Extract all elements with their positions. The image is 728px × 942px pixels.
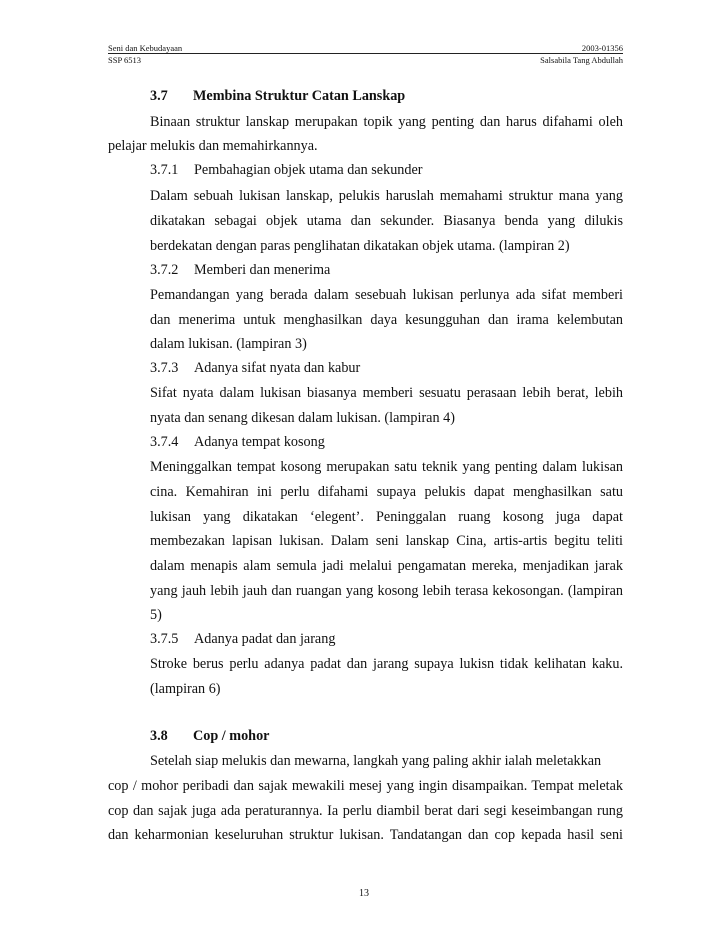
subsection-title: Pembahagian objek utama dan sekunder <box>194 162 423 178</box>
section-heading-3-8 <box>150 727 269 745</box>
paragraph-line: dan keharmonian keseluruhan struktur lukisan. Tandatangan dan cop kepada hasil seni <box>108 827 623 843</box>
paragraph-line: 5) <box>150 607 162 623</box>
subsection-title: Adanya tempat kosong <box>194 434 325 450</box>
paragraph-line: berdekatan dengan paras penglihatan dikatakan objek utama. (lampiran 2) <box>150 238 570 254</box>
subsection-title: Memberi dan menerima <box>194 262 331 278</box>
subsection-number: 3.7.2 <box>150 262 179 278</box>
subsection-number: 3.7.4 <box>150 434 179 450</box>
subsection-title: Adanya sifat nyata dan kabur <box>194 360 361 376</box>
paragraph-line: Setelah siap melukis dan mewarna, langkah yang paling akhir ialah meletakkan <box>150 753 602 769</box>
header-author: Salsabila Tang Abdullah <box>540 55 623 65</box>
paragraph-line: yang jauh lebih jauh dan ruangan yang kosong lebih terasa kekosongan. (lampiran <box>150 583 623 599</box>
paragraph-line: (lampiran 6) <box>150 681 221 697</box>
subsection-number: 3.7.5 <box>150 631 179 647</box>
header-student-id: 2003-01356 <box>581 43 623 53</box>
subsection-heading-3-7-2 <box>150 261 330 279</box>
subsection-heading-3-7-3 <box>150 359 360 377</box>
paragraph-line: dalam menapis alam semula jadi melalui pengamatan mereka, menjadikan jarak <box>150 558 623 574</box>
subsection-title: Adanya padat dan jarang <box>194 631 336 647</box>
subsection-heading-3-7-4 <box>150 433 325 451</box>
paragraph-line: cina. Kemahiran ini perlu difahami supaya pelukis dapat menghasilkan satu <box>150 484 623 500</box>
paragraph-line: lukisan yang dikatakan ‘elegent’. Peninggalan ruang kosong juga dapat <box>150 509 623 525</box>
paragraph-line: pelajar melukis dan memahirkannya. <box>108 138 318 154</box>
section-number: 3.7 <box>150 88 168 104</box>
paragraph-line: membezakan lapisan lukisan. Dalam seni lanskap Cina, artis-artis begitu teliti <box>150 533 623 549</box>
paragraph-line: nyata dan senang dikesan dalam lukisan. (lampiran 4) <box>150 410 455 426</box>
section-number: 3.8 <box>150 728 168 744</box>
header-divider <box>108 53 623 54</box>
header-course-code: SSP 6513 <box>108 55 141 65</box>
header-course-name: Seni dan Kebudayaan <box>108 43 183 53</box>
running-header-bottom <box>108 55 623 66</box>
section-title: Membina Struktur Catan Lanskap <box>193 88 406 104</box>
paragraph-line: dan menerima untuk menghasilkan daya kesungguhan dan irama kelembutan <box>150 312 623 328</box>
subsection-number: 3.7.3 <box>150 360 179 376</box>
page-number: 13 <box>359 888 369 899</box>
paragraph-line: Stroke berus perlu adanya padat dan jarang supaya lukisn tidak kelihatan kaku. <box>150 656 623 672</box>
subsection-heading-3-7-1 <box>150 161 423 179</box>
paragraph-line: Pemandangan yang berada dalam sesebuah lukisan perlunya ada sifat memberi <box>150 287 623 303</box>
subsection-heading-3-7-5 <box>150 630 335 648</box>
paragraph-line: Binaan struktur lanskap merupakan topik yang penting dan harus difahami oleh <box>150 114 623 130</box>
paragraph-line: Sifat nyata dalam lukisan biasanya memberi sesuatu perasaan lebih berat, lebih <box>150 385 623 401</box>
paragraph-line: Meninggalkan tempat kosong merupakan satu teknik yang penting dalam lukisan <box>150 459 623 475</box>
section-title: Cop / mohor <box>193 728 270 744</box>
subsection-number: 3.7.1 <box>150 162 179 178</box>
paragraph-line: dalam lukisan. (lampiran 3) <box>150 336 307 352</box>
section-heading-3-7 <box>150 87 405 105</box>
paragraph-line: Dalam sebuah lukisan lanskap, pelukis haruslah memahami struktur mana yang <box>150 188 623 204</box>
paragraph-line: dikatakan sebagai objek utama dan sekunder. Biasanya benda yang dilukis <box>150 213 623 229</box>
paragraph-line: cop / mohor peribadi dan sajak mewakili mesej yang ingin disampaikan. Tempat meletak <box>108 778 623 794</box>
paragraph-line: cop dan sajak juga ada peraturannya. Ia perlu diambil berat dari segi keseimbangan rung <box>108 803 623 819</box>
